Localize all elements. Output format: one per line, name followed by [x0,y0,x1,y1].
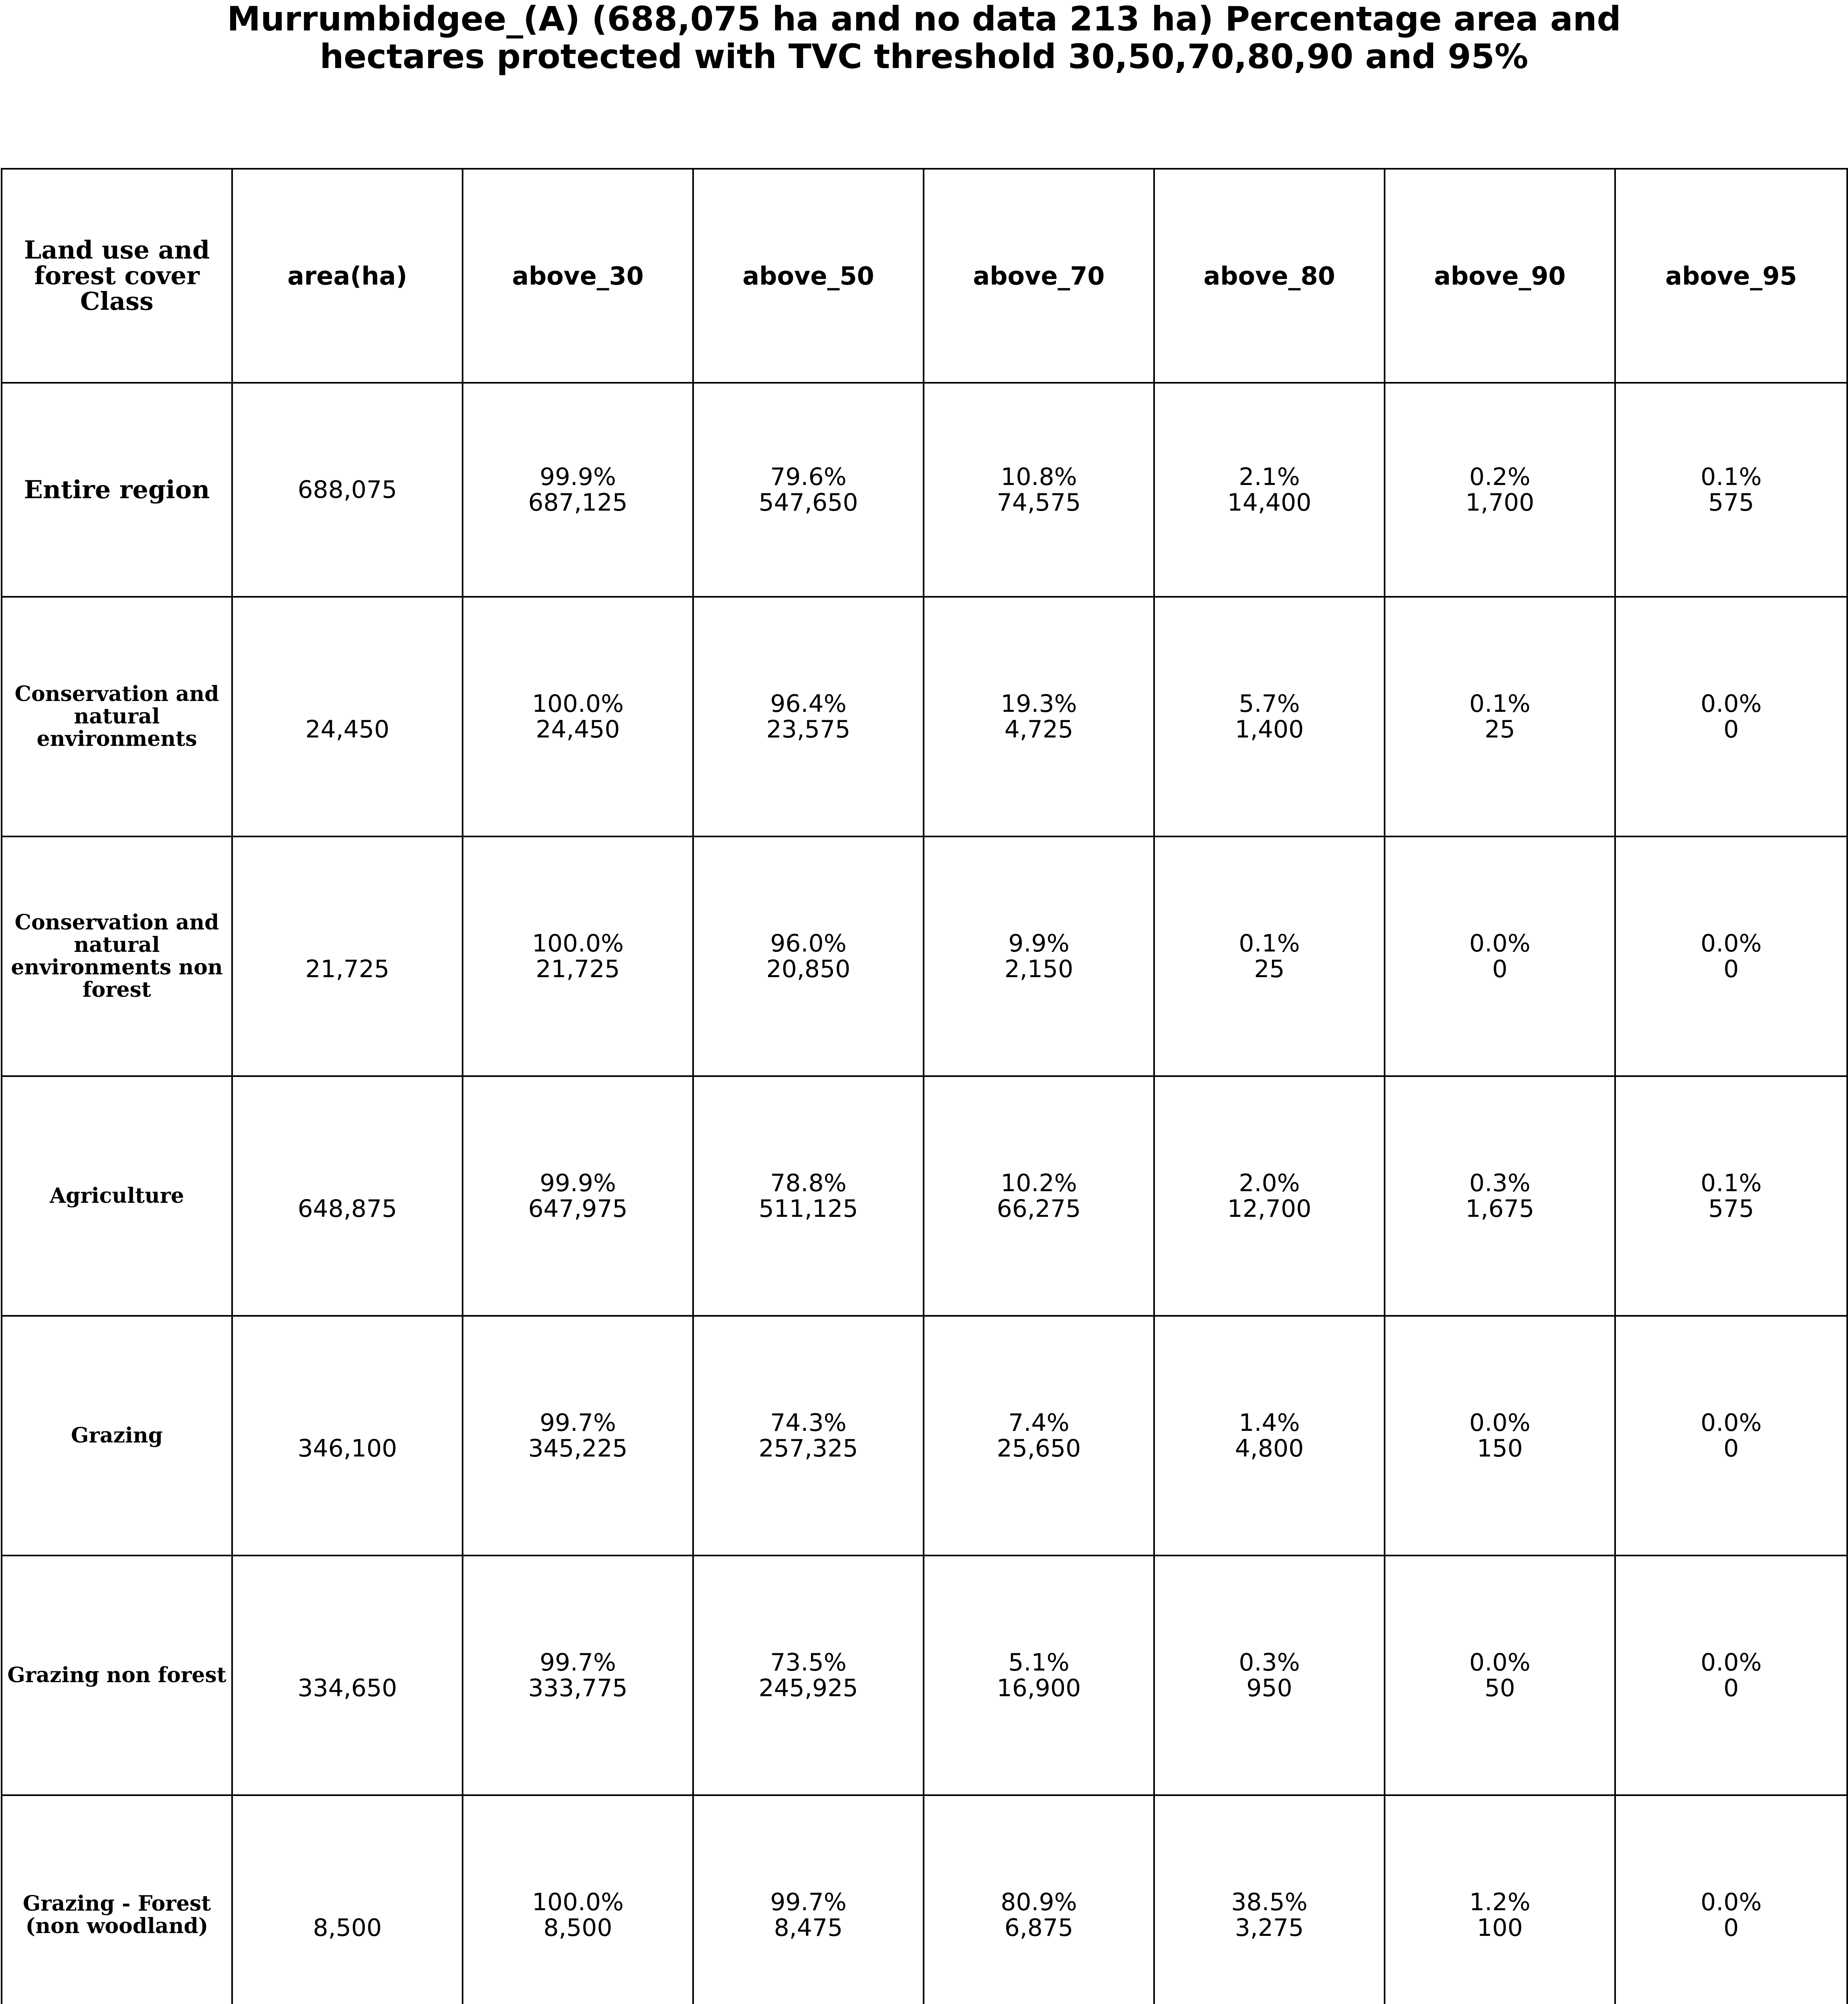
page-title [0,0,1848,75]
table-row [2,1795,1847,2004]
percent-value: 74.3% [770,1409,847,1437]
hectare-value: 12,700 [1227,1195,1312,1223]
percent-value: 79.6% [770,463,847,491]
header-above-50: above_50 [693,169,924,383]
hectare-value: 4,800 [1235,1434,1304,1463]
row-threshold-cell [463,836,693,1076]
hectare-value: 8,475 [774,1914,843,1942]
hectare-value: 24,450 [536,715,620,743]
row-class-label: Conservation and natural environments non forest [2,836,232,1076]
percent-value: 0.0% [1469,1648,1531,1677]
row-threshold-cell [693,1316,924,1556]
row-class-label: Grazing [2,1316,232,1556]
percent-value: 1.2% [1469,1888,1531,1916]
hectare-value: 0 [1492,955,1508,983]
row-threshold-cell [1154,383,1385,597]
percent-value: 99.7% [540,1409,616,1437]
hectare-value: 14,400 [1227,489,1312,517]
row-area-value: 334,650 [232,1556,463,1795]
row-threshold-cell [463,1316,693,1556]
hectare-value: 0 [1723,1914,1739,1942]
table-row [2,1316,1847,1556]
percent-value: 99.7% [770,1888,847,1916]
table-row [2,836,1847,1076]
row-threshold-cell [1154,597,1385,836]
percent-value: 80.9% [1001,1888,1077,1916]
percent-value: 1.4% [1239,1409,1300,1437]
page-title-line-2: hectares protected with TVC threshold 30,50,70,80,90 and 95% [319,37,1529,76]
hectare-value: 245,925 [758,1674,858,1702]
percent-value: 100.0% [532,929,624,958]
row-threshold-cell [1615,836,1847,1076]
row-threshold-cell [1385,383,1615,597]
table-body [2,383,1847,2004]
row-class-label: Grazing - Forest (non woodland) [2,1795,232,2004]
row-threshold-cell [1154,1316,1385,1556]
percent-value: 7.4% [1008,1409,1070,1437]
header-above-30: above_30 [463,169,693,383]
hectare-value: 2,150 [1004,955,1074,983]
row-threshold-cell [463,1556,693,1795]
hectare-value: 257,325 [758,1434,858,1463]
row-threshold-cell [1615,1795,1847,2004]
row-threshold-cell [693,597,924,836]
percent-value: 0.1% [1700,1169,1762,1197]
hectare-value: 575 [1708,489,1754,517]
row-threshold-cell [1154,836,1385,1076]
percent-value: 96.4% [770,690,847,718]
row-threshold-cell [1385,1556,1615,1795]
percent-value: 100.0% [532,690,624,718]
hectare-value: 1,700 [1465,489,1535,517]
row-area-value: 648,875 [232,1076,463,1316]
hectare-value: 511,125 [758,1195,858,1223]
row-threshold-cell [1154,1076,1385,1316]
percent-value: 19.3% [1001,690,1077,718]
row-threshold-cell [693,383,924,597]
percent-value: 10.2% [1001,1169,1077,1197]
table-row [2,1556,1847,1795]
row-threshold-cell [924,1556,1154,1795]
row-threshold-cell [463,1076,693,1316]
percent-value: 73.5% [770,1648,847,1677]
row-area-value: 688,075 [232,383,463,597]
hectare-value: 50 [1484,1674,1515,1702]
row-area-value: 21,725 [232,836,463,1076]
row-threshold-cell [1615,383,1847,597]
hectare-value: 16,900 [997,1674,1081,1702]
row-area-value: 346,100 [232,1316,463,1556]
row-threshold-cell [1615,1076,1847,1316]
row-threshold-cell [924,836,1154,1076]
percent-value: 10.8% [1001,463,1077,491]
header-above-70: above_70 [924,169,1154,383]
hectare-value: 0 [1723,955,1739,983]
percent-value: 0.1% [1469,690,1531,718]
percent-value: 0.1% [1239,929,1300,958]
table-header-row [2,169,1847,383]
percent-value: 0.3% [1239,1648,1300,1677]
hectare-value: 150 [1477,1434,1523,1463]
header-above-95: above_95 [1615,169,1847,383]
percent-value: 99.9% [540,463,616,491]
percent-value: 9.9% [1008,929,1070,958]
row-threshold-cell [924,597,1154,836]
row-threshold-cell [1385,836,1615,1076]
hectare-value: 547,650 [758,489,858,517]
percent-value: 0.0% [1700,1409,1762,1437]
row-threshold-cell [463,597,693,836]
hectare-value: 21,725 [536,955,620,983]
header-class: Land use and forest cover Class [2,169,232,383]
hectare-value: 6,875 [1004,1914,1074,1942]
table-row [2,383,1847,597]
row-class-label: Grazing non forest [2,1556,232,1795]
hectare-value: 20,850 [766,955,851,983]
hectare-value: 3,275 [1235,1914,1304,1942]
row-class-label: Conservation and natural environments [2,597,232,836]
percent-value: 5.1% [1008,1648,1070,1677]
hectare-value: 100 [1477,1914,1523,1942]
hectare-value: 25,650 [997,1434,1081,1463]
hectare-value: 345,225 [528,1434,628,1463]
hectare-value: 25 [1254,955,1285,983]
hectare-value: 687,125 [528,489,628,517]
row-threshold-cell [924,383,1154,597]
percent-value: 100.0% [532,1888,624,1916]
row-threshold-cell [1615,1316,1847,1556]
header-above-90: above_90 [1385,169,1615,383]
table-row [2,597,1847,836]
percent-value: 5.7% [1239,690,1300,718]
row-threshold-cell [924,1316,1154,1556]
row-threshold-cell [463,1795,693,2004]
row-threshold-cell [1154,1795,1385,2004]
percent-value: 0.0% [1469,929,1531,958]
row-threshold-cell [693,1556,924,1795]
percent-value: 0.0% [1469,1409,1531,1437]
row-threshold-cell [1385,1076,1615,1316]
hectare-value: 74,575 [997,489,1081,517]
hectare-value: 647,975 [528,1195,628,1223]
percent-value: 2.1% [1239,463,1300,491]
hectare-value: 1,400 [1235,715,1304,743]
percent-value: 2.0% [1239,1169,1300,1197]
page-title-line-1: Murrumbidgee_(A) (688,075 ha and no data 213 ha) Percentage area and [227,0,1621,38]
percent-value: 99.9% [540,1169,616,1197]
hectare-value: 66,275 [997,1195,1081,1223]
row-threshold-cell [1385,597,1615,836]
row-area-value: 8,500 [232,1795,463,2004]
percent-value: 96.0% [770,929,847,958]
percent-value: 0.0% [1700,929,1762,958]
row-threshold-cell [924,1795,1154,2004]
percent-value: 0.1% [1700,463,1762,491]
percent-value: 0.0% [1700,1888,1762,1916]
percent-value: 0.3% [1469,1169,1531,1197]
row-threshold-cell [924,1076,1154,1316]
row-area-value: 24,450 [232,597,463,836]
row-threshold-cell [693,1076,924,1316]
percent-value: 0.0% [1700,1648,1762,1677]
hectare-value: 4,725 [1004,715,1074,743]
header-area: area(ha) [232,169,463,383]
row-threshold-cell [1615,1556,1847,1795]
table-row [2,1076,1847,1316]
row-class-label: Entire region [2,383,232,597]
percent-value: 38.5% [1231,1888,1308,1916]
hectare-value: 0 [1723,715,1739,743]
header-above-80: above_80 [1154,169,1385,383]
row-class-label: Agriculture [2,1076,232,1316]
row-threshold-cell [463,383,693,597]
hectare-value: 333,775 [528,1674,628,1702]
hectare-value: 575 [1708,1195,1754,1223]
results-table [1,168,1848,2004]
percent-value: 0.2% [1469,463,1531,491]
hectare-value: 8,500 [543,1914,613,1942]
percent-value: 0.0% [1700,690,1762,718]
row-threshold-cell [1385,1316,1615,1556]
hectare-value: 25 [1484,715,1515,743]
hectare-value: 950 [1246,1674,1292,1702]
percent-value: 78.8% [770,1169,847,1197]
percent-value: 99.7% [540,1648,616,1677]
row-threshold-cell [1615,597,1847,836]
row-threshold-cell [693,836,924,1076]
hectare-value: 0 [1723,1434,1739,1463]
row-threshold-cell [1154,1556,1385,1795]
row-threshold-cell [693,1795,924,2004]
hectare-value: 1,675 [1465,1195,1535,1223]
hectare-value: 0 [1723,1674,1739,1702]
row-threshold-cell [1385,1795,1615,2004]
hectare-value: 23,575 [766,715,851,743]
